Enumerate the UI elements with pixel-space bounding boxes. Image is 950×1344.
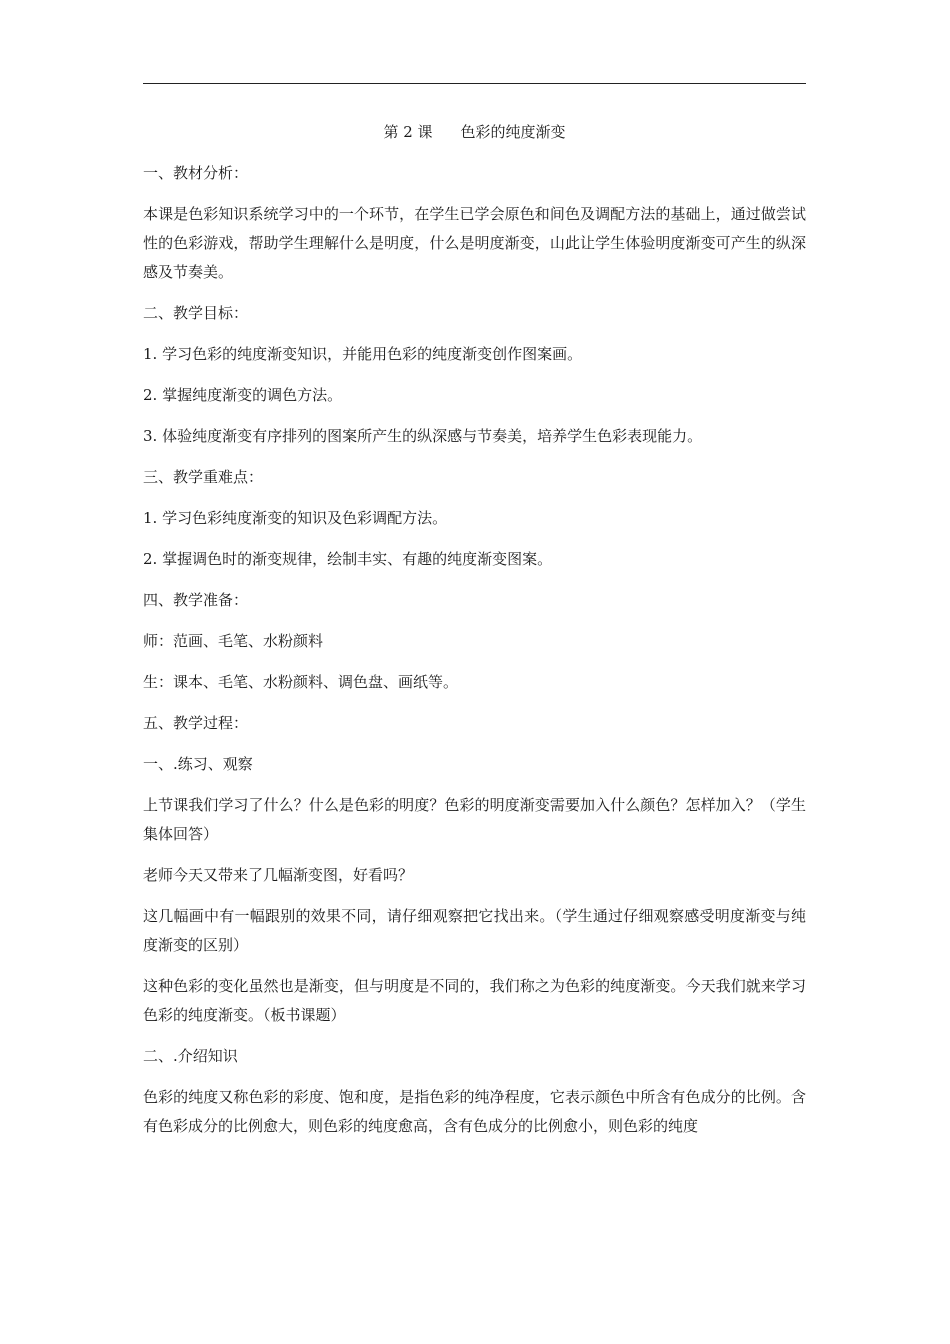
goal-item-3: 3. 体验纯度渐变有序排列的图案所产生的纵深感与节奏美，培养学生色彩表现能力。 xyxy=(143,427,703,445)
key-point-2: 2. 掌握调色时的渐变规律，绘制丰实、有趣的纯度渐变图案。 xyxy=(143,550,553,568)
subheading-introduce-knowledge: 二、.介绍知识 xyxy=(143,1047,238,1065)
paragraph-review-question: 上节课我们学习了什么？什么是色彩的明度？色彩的明度渐变需要加入什么颜色？怎样加入？（学生集体回答） xyxy=(143,796,806,843)
paragraph-introduce-topic: 这种色彩的变化虽然也是渐变，但与明度是不同的，我们称之为色彩的纯度渐变。今天我们就来学习色彩的纯度渐变。（板书课题） xyxy=(143,977,806,1024)
preparation-teacher: 师：范画、毛笔、水粉颜料 xyxy=(143,632,324,650)
paragraph-purity-definition: 色彩的纯度又称色彩的彩度、饱和度，是指色彩的纯净程度，它表示颜色中所含有色成分的比例。含有色彩成分的比例愈大，则色彩的纯度愈高，含有色成分的比例愈小，则色彩的纯度 xyxy=(143,1088,806,1135)
lesson-number: 第 2 课 xyxy=(383,123,433,141)
preparation-student: 生：课本、毛笔、水粉颜料、调色盘、画纸等。 xyxy=(143,673,459,691)
heading-material-analysis: 一、教材分析： xyxy=(143,164,249,182)
heading-teaching-goals: 二、教学目标： xyxy=(143,304,249,322)
heading-key-points: 三、教学重难点： xyxy=(143,468,264,486)
heading-process: 五、教学过程： xyxy=(143,714,249,732)
paragraph-material-analysis: 本课是色彩知识系统学习中的一个环节，在学生已学会原色和间色及调配方法的基础上，通过做尝试性的色彩游戏，帮助学生理解什么是明度，什么是明度渐变，山此让学生体验明度渐变可产生的纵深感及节奏美。 xyxy=(143,205,806,281)
goal-item-2: 2. 掌握纯度渐变的调色方法。 xyxy=(143,386,343,404)
paragraph-find-difference: 这几幅画中有一幅跟别的效果不同，请仔细观察把它找出来。（学生通过仔细观察感受明度渐变与纯度渐变的区别） xyxy=(143,907,806,954)
heading-preparation: 四、教学准备： xyxy=(143,591,249,609)
header-rule xyxy=(143,83,806,84)
key-point-1: 1. 学习色彩纯度渐变的知识及色彩调配方法。 xyxy=(143,509,448,527)
page-title xyxy=(143,118,806,147)
paragraph-show-images: 老师今天又带来了几幅渐变图，好看吗？ xyxy=(143,866,414,884)
goal-item-1: 1. 学习色彩的纯度渐变知识，并能用色彩的纯度渐变创作图案画。 xyxy=(143,345,583,363)
lesson-topic: 色彩的纯度渐变 xyxy=(460,123,566,141)
subheading-practice-observe: 一、.练习、观察 xyxy=(143,755,253,773)
document-body xyxy=(143,118,806,1153)
